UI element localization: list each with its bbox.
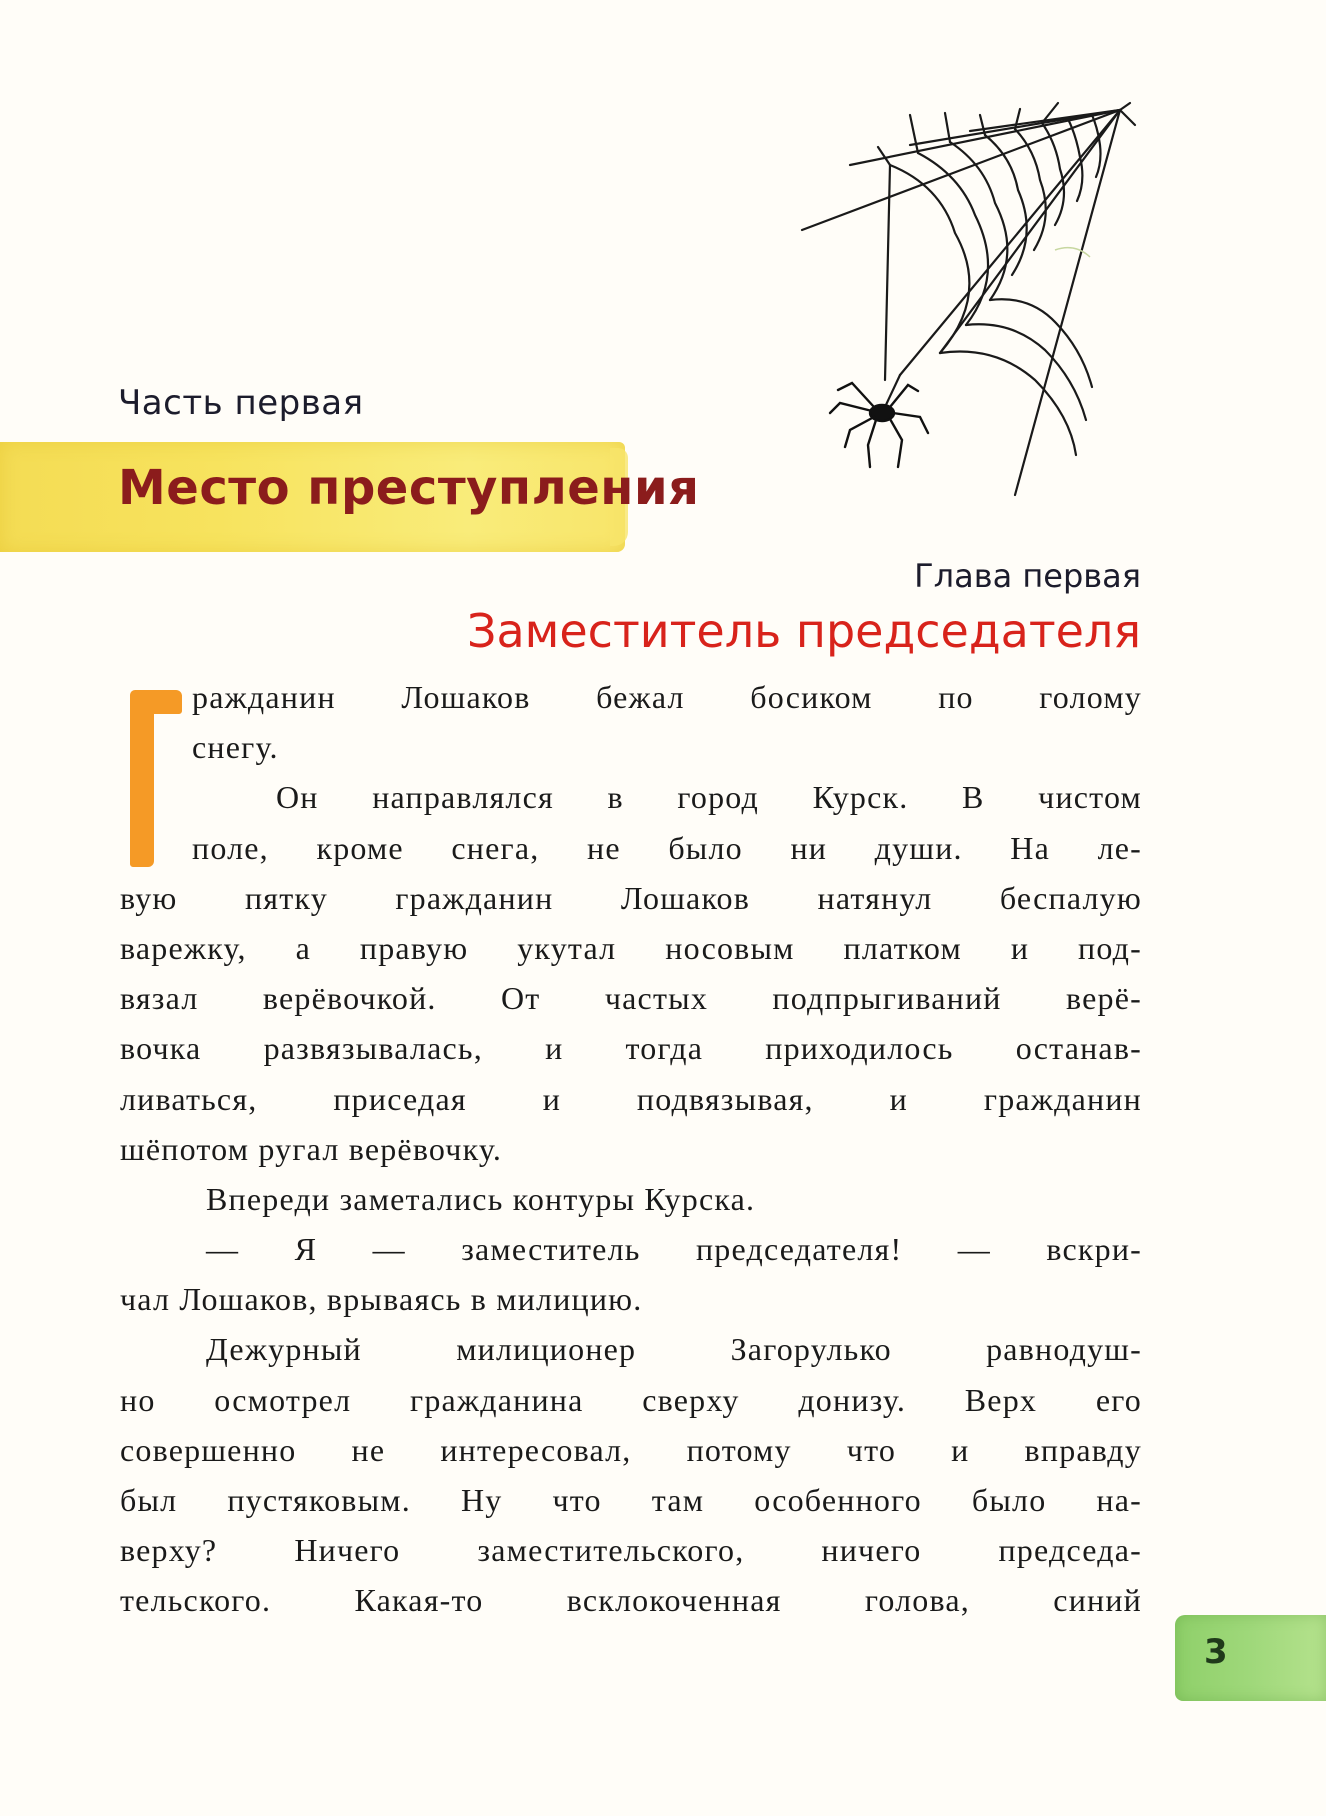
text-line: варежку, а правую укутал носовым платком и под-	[120, 929, 1142, 966]
page-number: 3	[1204, 1632, 1228, 1672]
spider-web-illustration	[790, 95, 1170, 515]
part-label: Часть первая	[118, 383, 364, 423]
text-line: вочка развязывалась, и тогда приходилось останав-	[120, 1030, 1142, 1067]
dropcap-letter-text	[0, 0, 1, 1]
text-line: был пустяковым. Ну что там особенного было на-	[120, 1482, 1142, 1518]
text-line: тельского. Какая-то всклокоченная голова, синий	[120, 1582, 1142, 1619]
chapter-label: Глава первая	[914, 557, 1141, 595]
text-line: чал Лошаков, врываясь в милицию.	[120, 1281, 643, 1318]
text-line: снегу.	[192, 729, 279, 766]
page-number-tab	[1175, 1615, 1326, 1701]
text-line: ливаться, приседая и подвязывая, и гражданин	[120, 1080, 1142, 1117]
text-line: но осмотрел гражданина сверху донизу. Верх его	[120, 1381, 1142, 1418]
part-title: Место преступления	[118, 460, 700, 516]
text-line: Он направлялся в город Курск. В чистом	[276, 779, 1142, 816]
text-line: поле, кроме снега, не было ни души. На ле-	[192, 829, 1142, 866]
text-line: верху? Ничего заместительского, ничего председа-	[120, 1532, 1142, 1569]
spider-icon	[830, 383, 928, 467]
text-line: Дежурный милиционер Загорулько равнодуш-	[206, 1331, 1142, 1368]
text-line: шёпотом ругал верёвочку.	[120, 1130, 503, 1167]
body-text	[120, 672, 1142, 1626]
text-line: вую пятку гражданин Лошаков натянул беспалую	[120, 879, 1142, 916]
text-line: — Я — заместитель председателя! — вскри-	[206, 1231, 1142, 1268]
text-line: вязал верёвочкой. От частых подпрыгиваний верё-	[120, 980, 1142, 1017]
text-line: совершенно не интересовал, потому что и вправду	[120, 1431, 1142, 1468]
chapter-title: Заместитель председателя	[466, 604, 1141, 658]
text-line: Впереди заметались контуры Курска.	[206, 1180, 756, 1217]
text-line: ражданин Лошаков бежал босиком по голому	[192, 679, 1142, 715]
